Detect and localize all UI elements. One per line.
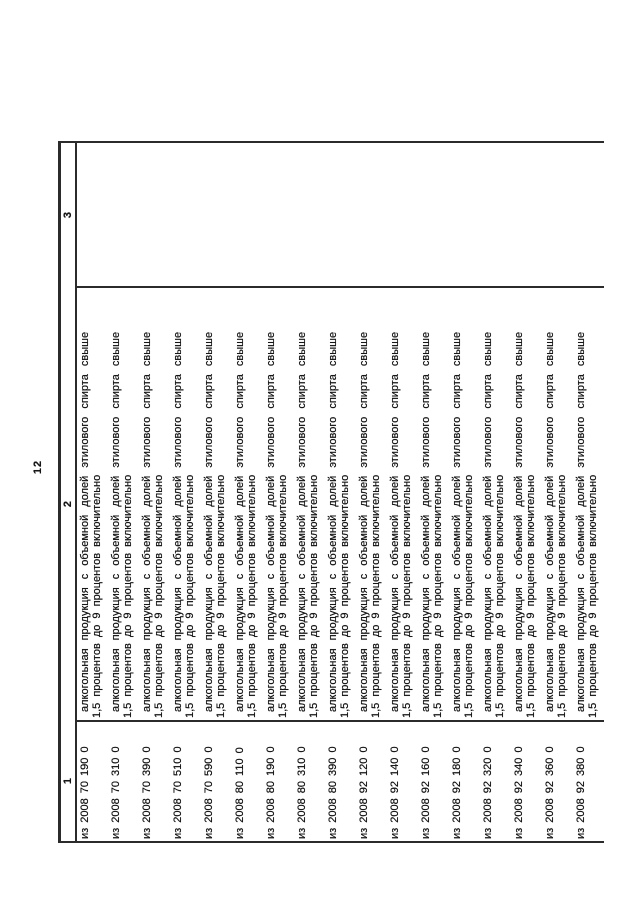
desc-line-1: алкогольная продукция с объемной долей этилового спирта свыше [513,331,525,712]
desc-line-2: 1,5 процентов до 9 процентов включительно [494,474,506,718]
desc-line-1: алкогольная продукция с объемной долей этилового спирта свыше [141,331,153,712]
row-code: из 2008 92 160 0 [418,721,449,842]
row-code: из 2008 92 380 0 [573,721,604,842]
row-description [325,287,356,721]
row-description [511,287,542,721]
desc-line-2: 1,5 процентов до 9 процентов включительно [122,474,134,718]
row-code: из 2008 92 140 0 [387,721,418,842]
row-empty-cell [263,142,294,287]
table-row [480,142,511,842]
row-description [108,287,139,721]
column-header-2: 2 [60,287,77,721]
desc-line-1: алкогольная продукция с объемной долей этилового спирта свыше [420,331,432,712]
table-row [170,142,201,842]
table-row [294,142,325,842]
row-code: из 2008 92 320 0 [480,721,511,842]
desc-line-1: алкогольная продукция с объемной долей этилового спирта свыше [358,331,370,712]
row-code: из 2008 70 390 0 [139,721,170,842]
desc-line-2: 1,5 процентов до 9 процентов включительно [463,474,475,718]
row-code: из 2008 80 190 0 [263,721,294,842]
row-description [263,287,294,721]
row-code: из 2008 92 340 0 [511,721,542,842]
desc-line-1: алкогольная продукция с объемной долей этилового спирта свыше [544,331,556,712]
table-header-row [60,142,77,842]
desc-line-2: 1,5 процентов до 9 процентов включительно [91,474,103,718]
row-description [573,287,604,721]
desc-line-1: алкогольная продукция с объемной долей этилового спирта свыше [389,331,401,712]
table-row [387,142,418,842]
table-row [325,142,356,842]
table-row [449,142,480,842]
page-number: 12 [32,459,44,475]
desc-line-2: 1,5 процентов до 9 процентов включительно [308,474,320,718]
row-code: из 2008 92 120 0 [356,721,387,842]
table-row [418,142,449,842]
row-description [480,287,511,721]
row-code: из 2008 70 190 0 [76,721,108,842]
column-header-1: 1 [60,721,77,842]
desc-line-2: 1,5 процентов до 9 процентов включительно [525,474,537,718]
row-code: из 2008 70 510 0 [170,721,201,842]
table-row [511,142,542,842]
table-row [108,142,139,842]
desc-line-2: 1,5 процентов до 9 процентов включительно [184,474,196,718]
row-empty-cell [294,142,325,287]
row-empty-cell [232,142,263,287]
table-row [201,142,232,842]
row-empty-cell [76,142,108,287]
row-empty-cell [356,142,387,287]
desc-line-1: алкогольная продукция с объемной долей этилового спирта свыше [575,331,587,712]
desc-line-1: алкогольная продукция с объемной долей этилового спирта свыше [234,331,246,712]
row-description [449,287,480,721]
row-empty-cell [480,142,511,287]
desc-line-2: 1,5 процентов до 9 процентов включительно [556,474,568,718]
row-description [418,287,449,721]
desc-line-2: 1,5 процентов до 9 процентов включительно [215,474,227,718]
row-empty-cell [418,142,449,287]
table-row [542,142,573,842]
row-code: из 2008 92 180 0 [449,721,480,842]
row-empty-cell [170,142,201,287]
row-code: из 2008 80 310 0 [294,721,325,842]
row-empty-cell [511,142,542,287]
row-description [356,287,387,721]
desc-line-1: алкогольная продукция с объемной долей этилового спирта свыше [296,331,308,712]
desc-line-2: 1,5 процентов до 9 процентов включительно [370,474,382,718]
desc-line-2: 1,5 процентов до 9 процентов включительно [153,474,165,718]
row-empty-cell [108,142,139,287]
row-empty-cell [542,142,573,287]
row-description [170,287,201,721]
tariff-code-table [58,141,604,843]
desc-line-1: алкогольная продукция с объемной долей этилового спирта свыше [203,331,215,712]
table-row [573,142,604,842]
row-code: из 2008 70 310 0 [108,721,139,842]
row-empty-cell [573,142,604,287]
desc-line-1: алкогольная продукция с объемной долей этилового спирта свыше [172,331,184,712]
row-empty-cell [449,142,480,287]
row-description [387,287,418,721]
table-body [76,142,604,842]
column-header-3: 3 [60,142,77,287]
rotated-table [58,143,599,843]
desc-line-2: 1,5 процентов до 9 процентов включительно [246,474,258,718]
row-empty-cell [387,142,418,287]
row-description [294,287,325,721]
table-row [232,142,263,842]
row-empty-cell [325,142,356,287]
desc-line-2: 1,5 процентов до 9 процентов включительно [277,474,289,718]
desc-line-2: 1,5 процентов до 9 процентов включительно [432,474,444,718]
row-code: из 2008 80 110 0 [232,721,263,842]
rotated-table-wrapper [58,143,599,843]
desc-line-1: алкогольная продукция с объемной долей этилового спирта свыше [327,331,339,712]
row-code: из 2008 92 360 0 [542,721,573,842]
row-empty-cell [139,142,170,287]
table-row [263,142,294,842]
row-code: из 2008 80 390 0 [325,721,356,842]
desc-line-1: алкогольная продукция с объемной долей этилового спирта свыше [451,331,463,712]
table-row [139,142,170,842]
row-description [201,287,232,721]
row-description [139,287,170,721]
row-description [542,287,573,721]
desc-line-2: 1,5 процентов до 9 процентов включительно [587,474,599,718]
row-description [232,287,263,721]
desc-line-1: алкогольная продукция с объемной долей этилового спирта свыше [482,331,494,712]
desc-line-1: алкогольная продукция с объемной долей этилового спирта свыше [265,331,277,712]
desc-line-2: 1,5 процентов до 9 процентов включительно [401,474,413,718]
desc-line-1: алкогольная продукция с объемной долей этилового спирта свыше [110,331,122,712]
row-code: из 2008 70 590 0 [201,721,232,842]
desc-line-1: алкогольная продукция с объемной долей этилового спирта свыше [79,331,91,712]
table-row [356,142,387,842]
row-description [76,287,108,721]
table-row [76,142,108,842]
desc-line-2: 1,5 процентов до 9 процентов включительно [339,474,351,718]
row-empty-cell [201,142,232,287]
